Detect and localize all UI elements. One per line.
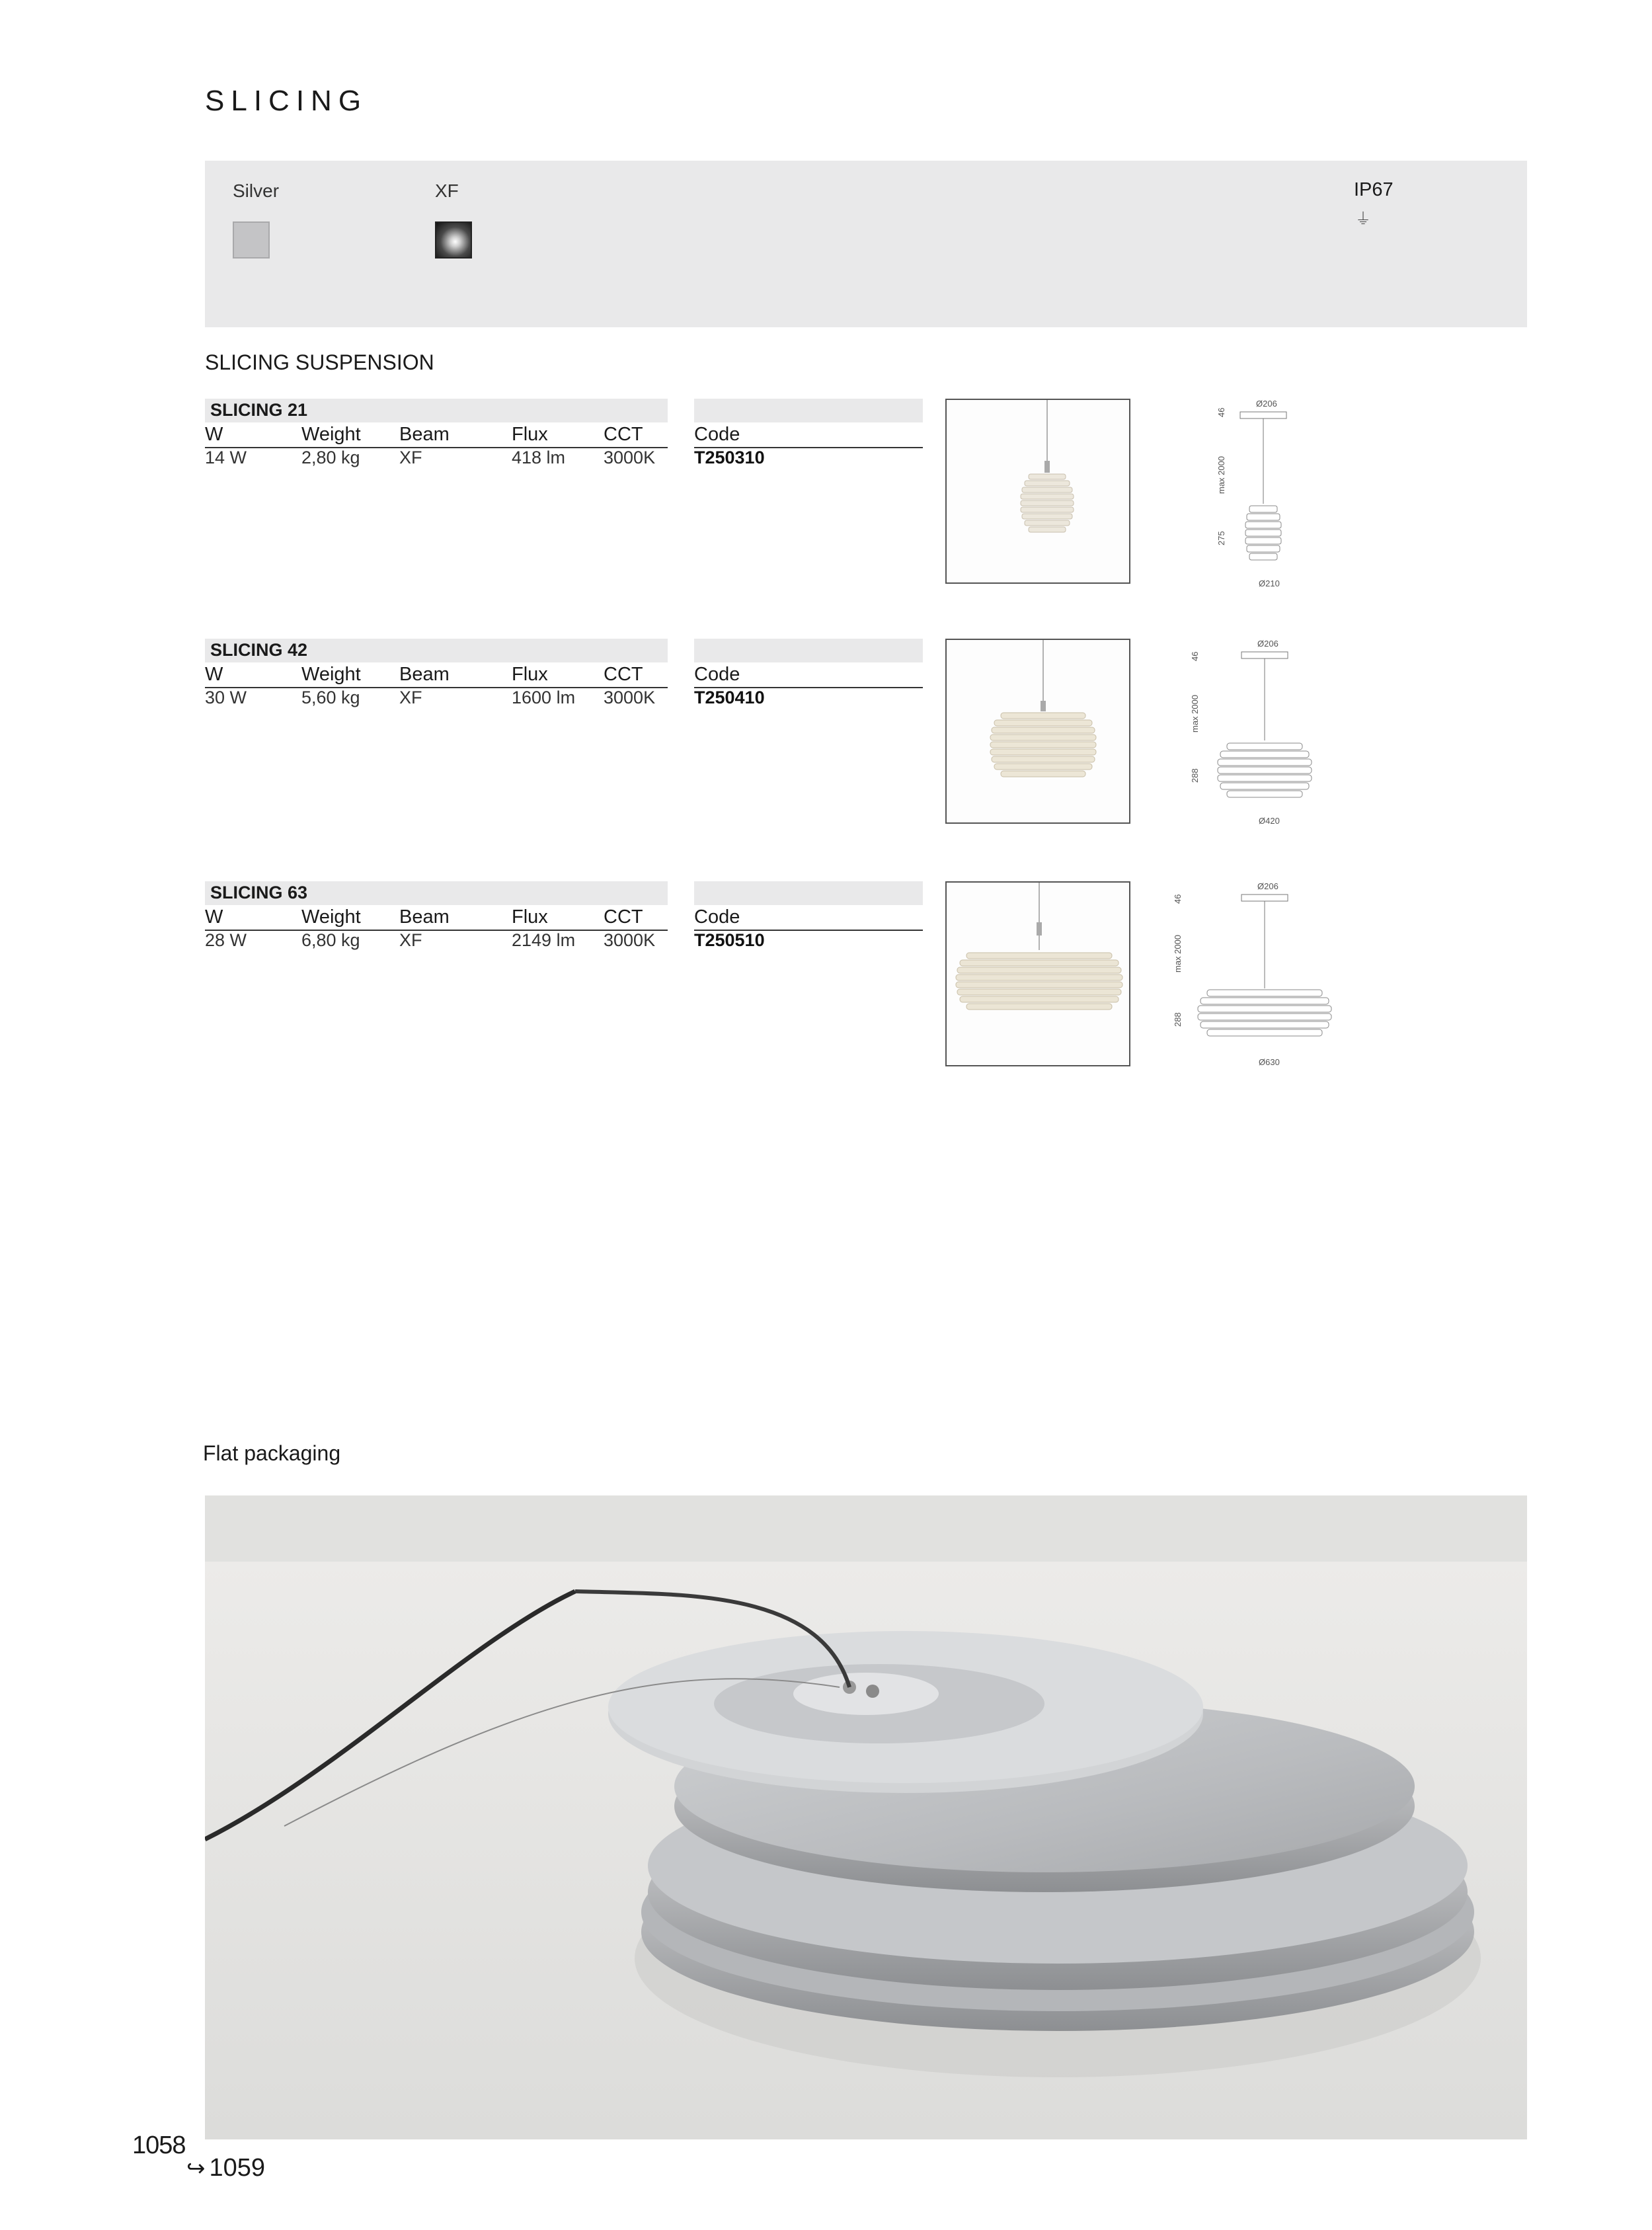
silver-swatch <box>233 221 270 259</box>
top-diameter-label: Ø206 <box>1257 881 1278 891</box>
col-header-code: Code <box>694 424 740 445</box>
product-slicing-63 <box>205 881 1593 1073</box>
next-page-number: 1059 <box>209 2154 266 2182</box>
value-cct: 3000K <box>604 448 656 467</box>
product-name: SLICING 63 <box>210 883 308 902</box>
value-weight: 5,60 kg <box>301 688 360 707</box>
value-cct: 3000K <box>604 688 656 707</box>
value-beam: XF <box>399 930 422 950</box>
section-title: SLICING SUSPENSION <box>205 350 434 374</box>
bottom-diameter-label: Ø420 <box>1259 816 1280 826</box>
canopy-height-label: 46 <box>1173 894 1183 904</box>
col-header-weight: Weight <box>301 906 361 928</box>
page-title: SLICING <box>205 85 368 117</box>
value-flux: 2149 lm <box>512 930 576 950</box>
product-slicing-21 <box>205 399 1593 590</box>
col-header-flux: Flux <box>512 664 548 685</box>
body-height-label: 288 <box>1190 768 1200 783</box>
col-header-flux: Flux <box>512 906 548 928</box>
ip-rating: IP67 <box>1354 179 1394 200</box>
col-header-weight: Weight <box>301 664 361 685</box>
top-diameter-label: Ø206 <box>1257 639 1278 649</box>
arrow-turn-right-icon: ↪ <box>186 2156 206 2181</box>
top-diameter-label: Ø206 <box>1256 399 1277 409</box>
value-beam: XF <box>399 448 422 467</box>
col-header-w: W <box>205 906 223 928</box>
optic-label-xf: XF <box>435 180 459 201</box>
col-header-code: Code <box>694 906 740 928</box>
cable-length-label: max 2000 <box>1190 694 1200 733</box>
col-header-beam: Beam <box>399 664 450 685</box>
col-header-cct: CCT <box>604 424 643 445</box>
finishes-panel <box>205 161 1527 327</box>
technical-drawing <box>1157 635 1395 833</box>
flat-packaging-photo <box>205 1495 1527 2139</box>
col-header-beam: Beam <box>399 906 450 928</box>
value-weight: 6,80 kg <box>301 930 360 950</box>
col-header-w: W <box>205 664 223 685</box>
value-code: T250410 <box>694 688 765 707</box>
divider <box>205 687 668 688</box>
product-name: SLICING 42 <box>210 640 308 660</box>
value-w: 30 W <box>205 688 247 707</box>
technical-drawing <box>1157 395 1395 593</box>
body-height-label: 288 <box>1173 1012 1183 1027</box>
xf-optic-swatch <box>435 221 472 259</box>
col-header-code: Code <box>694 664 740 685</box>
col-header-weight: Weight <box>301 424 361 445</box>
product-name: SLICING 21 <box>210 400 308 420</box>
product-slicing-42 <box>205 639 1593 830</box>
product-photo <box>945 881 1130 1066</box>
col-header-cct: CCT <box>604 906 643 928</box>
bottom-diameter-label: Ø630 <box>1259 1057 1280 1067</box>
value-w: 28 W <box>205 930 247 950</box>
value-weight: 2,80 kg <box>301 448 360 467</box>
cable-length-label: max 2000 <box>1216 456 1226 494</box>
bottom-diameter-label: Ø210 <box>1259 578 1280 588</box>
packaging-title: Flat packaging <box>203 1441 341 1465</box>
ground-symbol-icon: ⏚ <box>1355 210 1371 228</box>
finish-label-silver: Silver <box>233 180 280 201</box>
cable-length-label: max 2000 <box>1173 934 1183 973</box>
value-w: 14 W <box>205 448 247 467</box>
divider <box>205 930 668 931</box>
body-height-label: 275 <box>1216 531 1226 545</box>
value-beam: XF <box>399 688 422 707</box>
value-flux: 1600 lm <box>512 688 576 707</box>
value-code: T250510 <box>694 930 765 950</box>
col-header-w: W <box>205 424 223 445</box>
col-header-cct: CCT <box>604 664 643 685</box>
canopy-height-label: 46 <box>1190 651 1200 661</box>
technical-drawing <box>1157 877 1395 1076</box>
value-flux: 418 lm <box>512 448 566 467</box>
next-page-link[interactable] <box>186 2154 265 2182</box>
product-photo <box>945 399 1130 584</box>
divider <box>205 447 668 448</box>
product-photo <box>945 639 1130 824</box>
col-header-beam: Beam <box>399 424 450 445</box>
page-number: 1058 <box>132 2131 186 2159</box>
value-code: T250310 <box>694 448 765 467</box>
value-cct: 3000K <box>604 930 656 950</box>
canopy-height-label: 46 <box>1216 407 1226 417</box>
col-header-flux: Flux <box>512 424 548 445</box>
